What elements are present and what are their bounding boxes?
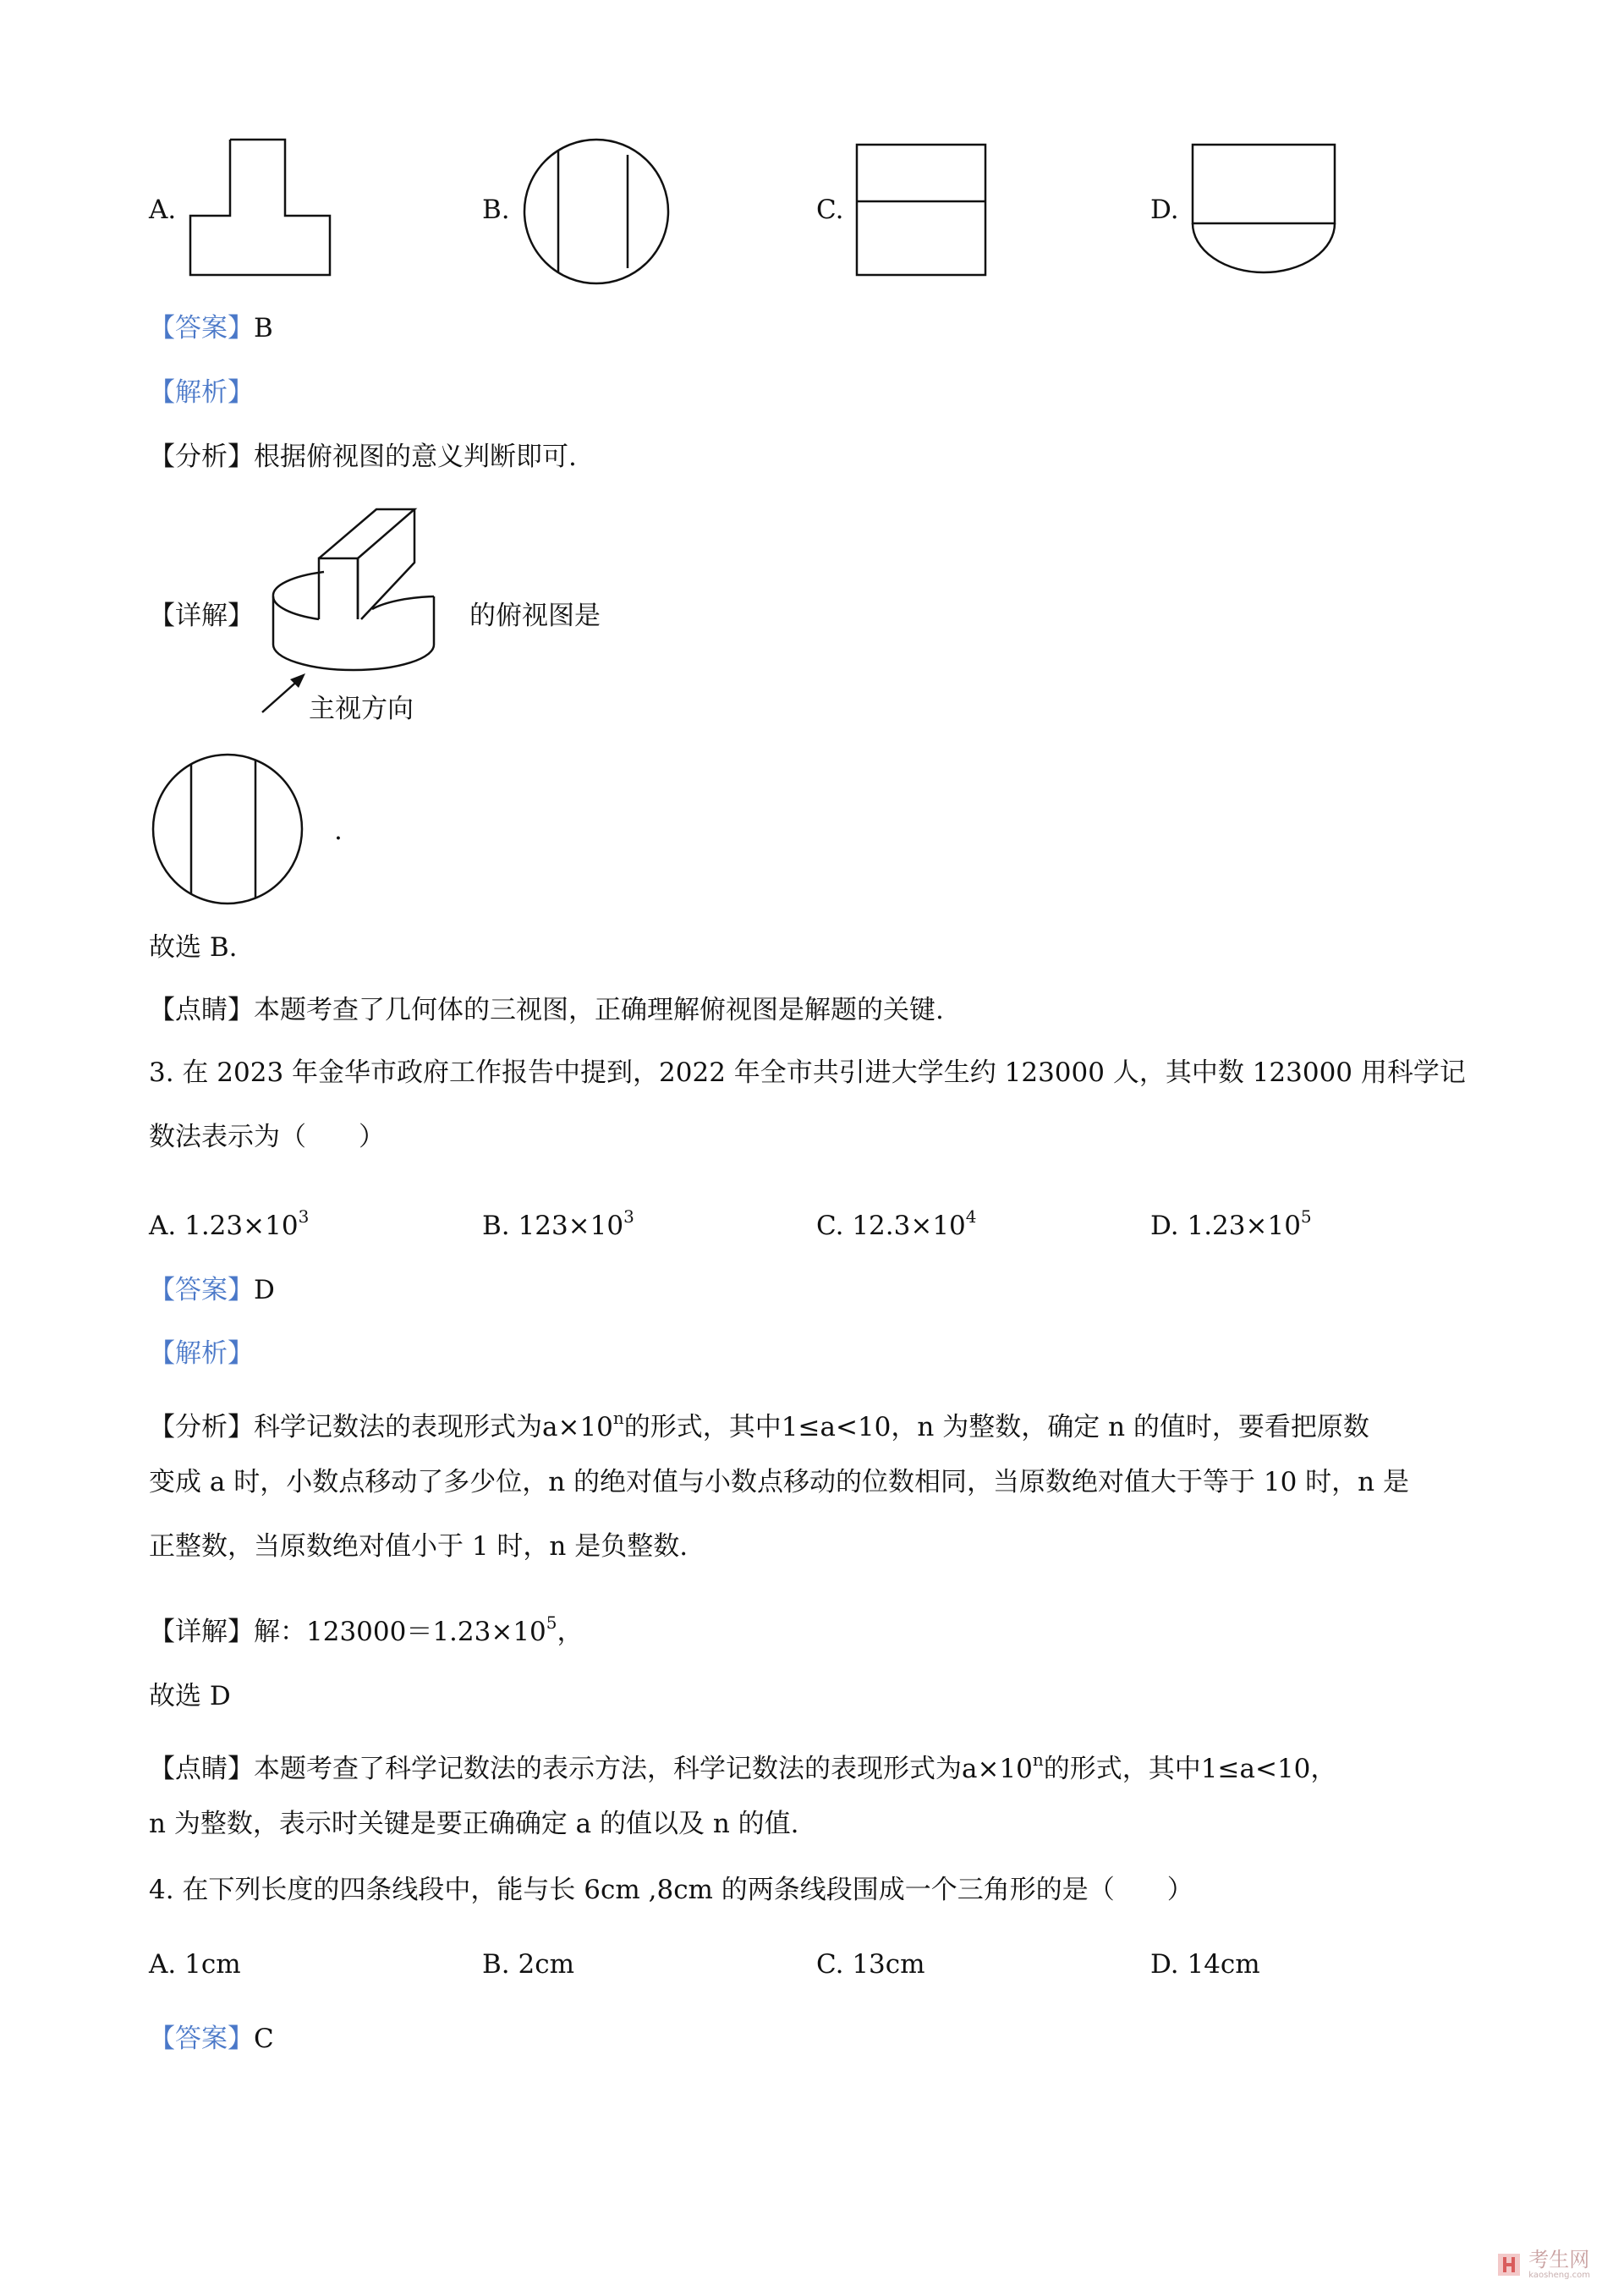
q3-option-c: [816, 1200, 977, 1243]
q3-dianjing-line1: [149, 1743, 1336, 1786]
option-b-label: B.: [482, 195, 510, 225]
top-view-figure: [145, 751, 310, 908]
answer-value: D: [254, 1275, 275, 1305]
q3-option-a: [149, 1200, 309, 1243]
option-value: 12.3×10: [852, 1211, 966, 1241]
answer-tag: 【答案】: [149, 1275, 254, 1305]
option-b-figure: [516, 135, 677, 288]
formula: a×10: [962, 1754, 1033, 1784]
answer-value: C: [254, 2024, 274, 2054]
option-value: 1.23×10: [184, 1211, 299, 1241]
option-a-label: A.: [149, 195, 177, 225]
q2-xiangjie-tag: 【详解】: [149, 601, 254, 631]
q4-stem: 4. 在下列长度的四条线段中，能与长 6cm ,8cm 的两条线段围成一个三角形的是（ ）: [149, 1875, 1193, 1905]
option-value: 123×10: [518, 1211, 624, 1241]
option-value: 14cm: [1187, 1949, 1260, 1980]
q3-stem-line2: 数法表示为（ ）: [149, 1122, 385, 1152]
logo-icon: [1496, 2252, 1522, 2277]
q3-option-d: [1150, 1200, 1312, 1243]
answer-tag: 【答案】: [149, 313, 254, 343]
fenxi-tag: 【分析】: [149, 442, 254, 472]
answer-value: B: [254, 313, 273, 343]
q2-xiangjie-suffix: 的俯视图是: [469, 601, 601, 631]
formula: a×10: [542, 1412, 613, 1442]
answer-tag: 【答案】: [149, 2024, 254, 2054]
option-value: 13cm: [852, 1949, 925, 1980]
q4-option-d: [1150, 1947, 1260, 1981]
option-label: A.: [149, 1211, 177, 1241]
xiangjie-text: ，: [557, 1617, 584, 1647]
option-a-figure: [186, 135, 334, 283]
q2-fenxi: [149, 440, 577, 474]
q4-option-c: [816, 1947, 925, 1981]
watermark-title: 考生网: [1528, 2248, 1590, 2271]
option-label: A.: [149, 1949, 177, 1980]
q3-answer: [149, 1273, 275, 1307]
direction-label: 主视方向: [309, 694, 414, 724]
fenxi-text: 的形式，其中1≤a<10，n 为整数，确定 n 的值时，要看把原数: [623, 1412, 1369, 1442]
option-c-label: C.: [816, 195, 844, 225]
q2-jiexi: 【解析】: [149, 377, 254, 408]
top-view-period: .: [334, 816, 343, 846]
q3-dianjing-line2: n 为整数，表示时关键是要正确确定 a 的值以及 n 的值.: [149, 1809, 799, 1839]
fenxi-text: 【分析】科学记数法的表现形式为: [149, 1412, 542, 1442]
q2-dianjing: [149, 993, 944, 1027]
q3-fenxi-line1: [149, 1401, 1369, 1444]
formula-exponent: 5: [546, 1612, 557, 1633]
dianjing-text: 【点睛】本题考查了科学记数法的表示方法，科学记数法的表现形式为: [149, 1754, 962, 1784]
watermark: [1496, 2249, 1590, 2281]
option-label: B.: [482, 1949, 510, 1980]
q3-option-b: [482, 1200, 634, 1243]
option-value: 2cm: [518, 1949, 574, 1980]
option-label: D.: [1150, 1211, 1179, 1241]
watermark-sub: kaosheng.com: [1528, 2271, 1590, 2280]
dianjing-text: 本题考查了几何体的三视图，正确理解俯视图是解题的关键.: [254, 995, 944, 1025]
option-label: C.: [816, 1949, 844, 1980]
q3-guxuan: 故选 D: [149, 1681, 231, 1711]
option-value: 1cm: [184, 1949, 241, 1980]
formula-exponent: n: [612, 1408, 624, 1428]
fenxi-text: 根据俯视图的意义判断即可.: [254, 442, 577, 472]
q3-stem-line1: 3. 在 2023 年金华市政府工作报告中提到，2022 年全市共引进大学生约 123000 人，其中数 123000 用科学记: [149, 1057, 1466, 1088]
option-d-label: D.: [1150, 195, 1179, 225]
option-value: 1.23×10: [1187, 1211, 1301, 1241]
xiangjie-text: 【详解】解：123000＝1.23×10: [149, 1617, 546, 1647]
dianjing-text: 的形式，其中1≤a<10，: [1043, 1754, 1337, 1784]
formula-exponent: n: [1032, 1749, 1044, 1770]
q3-fenxi-line2: 变成 a 时，小数点移动了多少位，n 的绝对值与小数点移动的位数相同，当原数绝对值大于等于 10 时，n 是: [149, 1467, 1409, 1497]
option-exponent: 4: [965, 1206, 977, 1227]
q3-xiangjie: [149, 1606, 584, 1649]
option-label: C.: [816, 1211, 844, 1241]
option-label: D.: [1150, 1949, 1179, 1980]
q3-fenxi-line3: 正整数，当原数绝对值小于 1 时，n 是负整数.: [149, 1531, 689, 1562]
option-label: B.: [482, 1211, 510, 1241]
option-c-figure: [854, 142, 990, 279]
q4-answer: [149, 2022, 274, 2056]
solid-figure: [258, 491, 453, 719]
option-exponent: 3: [298, 1206, 310, 1227]
q4-option-a: [149, 1947, 241, 1981]
option-exponent: 3: [623, 1206, 634, 1227]
q2-guxuan: 故选 B.: [149, 932, 238, 963]
option-exponent: 5: [1300, 1206, 1312, 1227]
q2-answer: [149, 311, 273, 345]
q4-option-b: [482, 1947, 574, 1981]
dianjing-tag: 【点睛】: [149, 995, 254, 1025]
q3-jiexi: 【解析】: [149, 1338, 254, 1369]
option-d-figure: [1188, 142, 1341, 277]
